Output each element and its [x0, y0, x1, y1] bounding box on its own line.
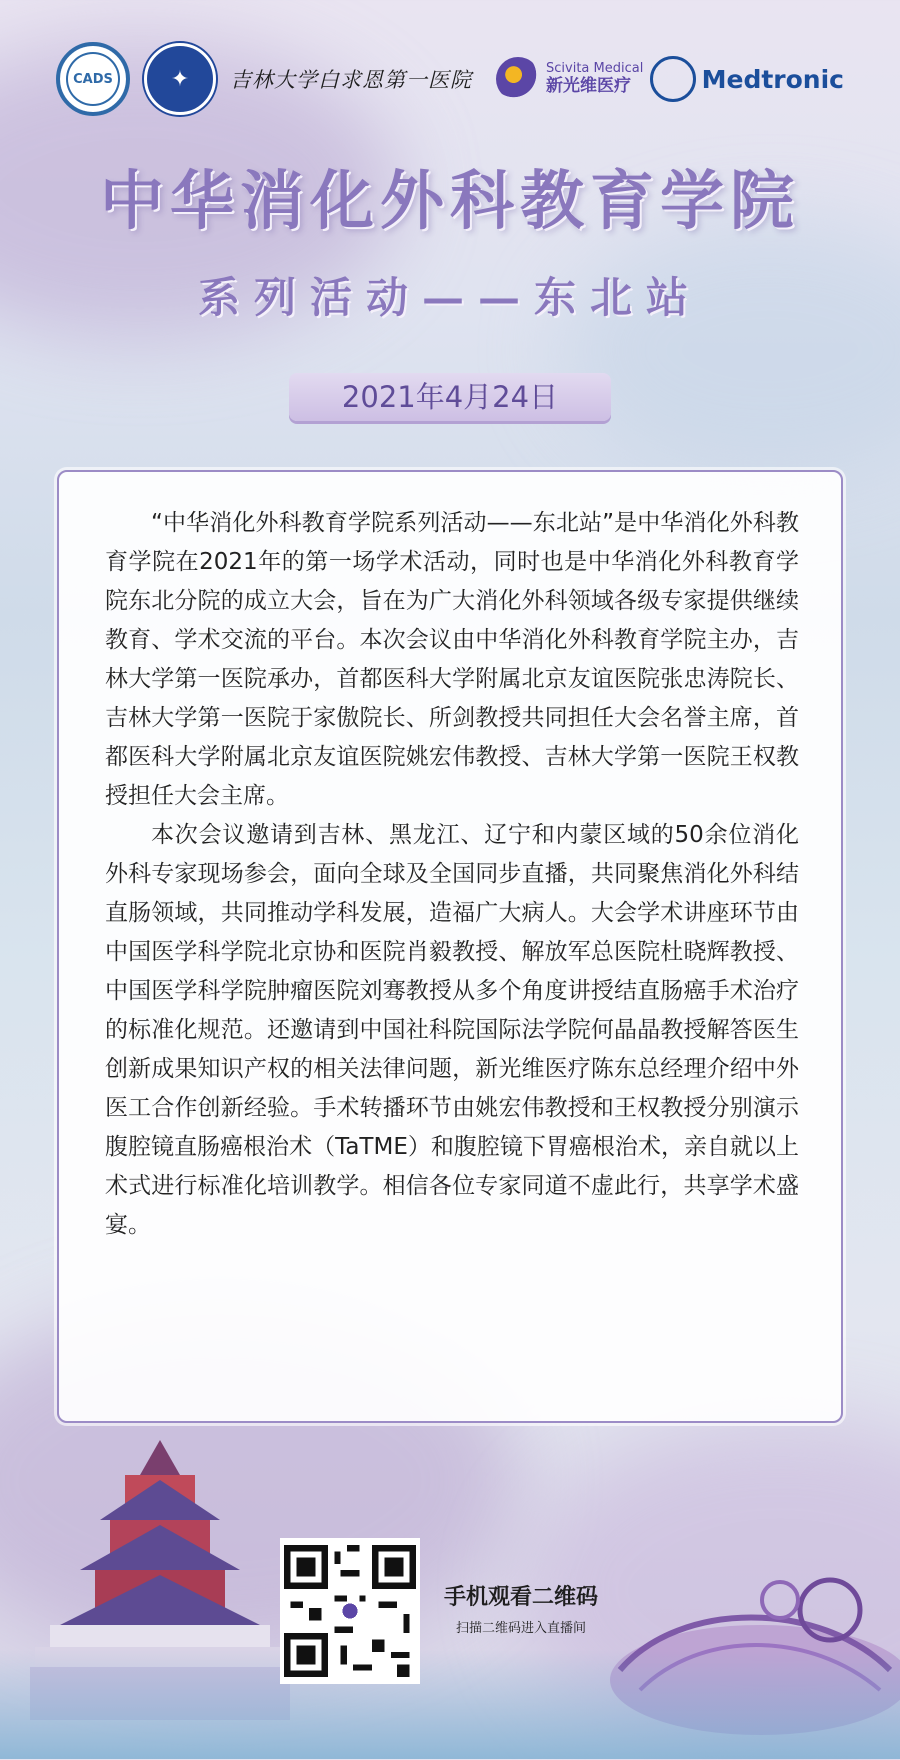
jilin-university-emblem: ✦	[144, 43, 216, 115]
scivita-mark-icon	[496, 57, 540, 101]
qr-code-image	[284, 1542, 416, 1680]
water-wave-decoration	[0, 1649, 900, 1759]
scivita-logo	[496, 57, 643, 101]
qr-title: 手机观看二维码	[444, 1585, 599, 1610]
hospital-name-logo: 吉林大学白求恩第一医院	[230, 68, 472, 92]
qr-code[interactable]	[280, 1538, 420, 1684]
scivita-chinese-name: 新光维医疗	[546, 75, 631, 96]
scivita-english-name: Scivita Medical	[546, 60, 644, 76]
qr-caption	[444, 1580, 598, 1636]
article-card	[57, 470, 843, 1423]
medtronic-mark-icon	[650, 56, 696, 102]
medtronic-logo	[650, 56, 844, 102]
watercolor-wash	[560, 220, 900, 480]
page-title: 中华消化外科教育学院	[100, 164, 800, 239]
sponsor-logo-bar	[56, 44, 844, 114]
page-subtitle: 系列活动——东北站	[197, 273, 702, 322]
article-paragraph: “中华消化外科教育学院系列活动——东北站”是中华消化外科教育学院在2021年的第一场学术活动，同时也是中华消化外科教育学院东北分院的成立大会，旨在为广大消化外科领域各级专家提供继续教育、学术交流的平台。本次会议由中华消化外科教育学院主办，吉林大学第一医院承办，首都医科大学附属北京友谊医院张忠涛院长、吉林大学第一医院于家傲院长、所剑教授共同担任大会名誉主席，首都医科大学附属北京友谊医院姚宏伟教授、吉林大学第一医院王权教授担任大会主席。	[105, 510, 799, 809]
event-date-badge: 2021年4月24日	[289, 373, 611, 421]
article-paragraph: 本次会议邀请到吉林、黑龙江、辽宁和内蒙区域的50余位消化外科专家现场参会，面向全球及全国同步直播，共同聚焦消化外科结直肠领域，共同推动学科发展，造福广大病人。大会学术讲座环节由中国医学科学院北京协和医院肖毅教授、解放军总医院杜晓辉教授、中国医学科学院肿瘤医院刘骞教授从多个角度讲授结直肠癌手术治疗的标准化规范。还邀请到中国社科院国际法学院何晶晶教授解答医生创新成果知识产权的相关法律问题，新光维医疗陈东总经理介绍中外医工合作创新经验。手术转播环节由姚宏伟教授和王权教授分别演示腹腔镜直肠癌根治术（TaTME）和腹腔镜下胃癌根治术，亲自就以上术式进行标准化培训教学。相信各位专家同道不虚此行，共享学术盛宴。	[105, 822, 799, 1238]
qr-subtitle: 扫描二维码进入直播间	[456, 1621, 587, 1636]
medtronic-wordmark: Medtronic	[701, 64, 844, 94]
cads-logo: CADS	[56, 42, 130, 116]
